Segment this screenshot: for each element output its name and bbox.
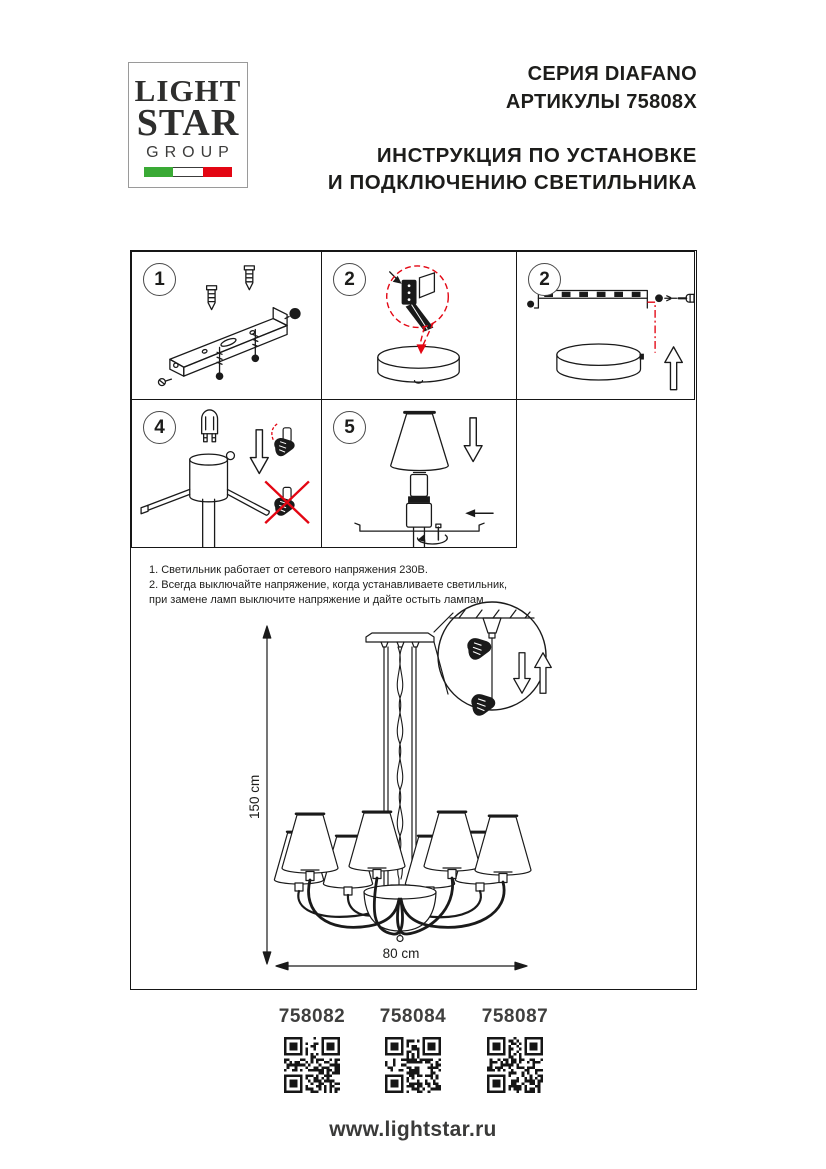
logo-word-group: GROUP xyxy=(146,144,235,161)
step-panel-1 xyxy=(131,251,322,400)
article-number: 758082 xyxy=(278,1006,346,1027)
lightstar-logo xyxy=(128,62,248,188)
logo-word-star: STAR xyxy=(136,102,240,144)
step-number-badge: 5 xyxy=(333,411,366,444)
instruction-title xyxy=(328,142,697,196)
step-number-badge: 1 xyxy=(143,263,176,296)
correct-handling-icon xyxy=(272,424,295,456)
width-dimension-line xyxy=(276,962,527,970)
step-number-badge: 4 xyxy=(143,411,176,444)
article-number: 758084 xyxy=(379,1006,447,1027)
qr-code xyxy=(284,1037,340,1093)
installation-diagram xyxy=(130,250,697,990)
chandelier-dimension-drawing xyxy=(131,547,695,988)
instruction-title-line2: И ПОДКЛЮЧЕНИЮ СВЕТИЛЬНИКА xyxy=(327,171,697,194)
qr-code xyxy=(385,1037,441,1093)
flag-red-segment xyxy=(203,167,232,177)
step-panel-2 xyxy=(321,251,517,400)
italian-flag-bar xyxy=(144,167,232,177)
step-number-badge: 2 xyxy=(528,263,561,296)
product-item xyxy=(470,1006,560,1093)
step-number-badge: 2 xyxy=(333,263,366,296)
product-item xyxy=(267,1006,357,1093)
step-panel-5 xyxy=(321,399,517,548)
qr-code xyxy=(487,1037,543,1093)
no-bare-hands-icon xyxy=(265,481,309,523)
chandelier-front-shades xyxy=(282,812,531,883)
instruction-title-line1: ИНСТРУКЦИЯ ПО УСТАНОВКЕ xyxy=(376,144,697,167)
product-item xyxy=(368,1006,458,1093)
document-header xyxy=(328,60,697,196)
article-number: 758087 xyxy=(481,1006,549,1027)
website-url: www.lightstar.ru xyxy=(329,1118,497,1141)
flag-white-segment xyxy=(173,167,202,177)
height-dimension-line xyxy=(263,626,271,964)
safety-note-line1: 1. Светильник работает от сетевого напряжения 230В. xyxy=(149,564,428,576)
logo-word-light: LIGHT xyxy=(134,73,242,108)
width-dimension-label: 80 cm xyxy=(382,946,420,961)
step-panel-3 xyxy=(516,251,695,400)
flag-green-segment xyxy=(144,167,173,177)
height-dimension-label: 150 cm xyxy=(247,774,262,819)
ceiling-canopy xyxy=(366,633,434,647)
articles-title: АРТИКУЛЫ 75808X xyxy=(505,91,697,113)
safety-note-line2: 2. Всегда выключайте напряжение, когда устанавливаете светильник, xyxy=(149,579,508,591)
cable-adjustment-callout xyxy=(434,602,546,710)
series-title: СЕРИЯ DIAFANO xyxy=(527,63,697,85)
safety-note-line3: при замене ламп выключите напряжение и дайте остыть лампам. xyxy=(149,594,487,606)
step-panel-4 xyxy=(131,399,322,548)
